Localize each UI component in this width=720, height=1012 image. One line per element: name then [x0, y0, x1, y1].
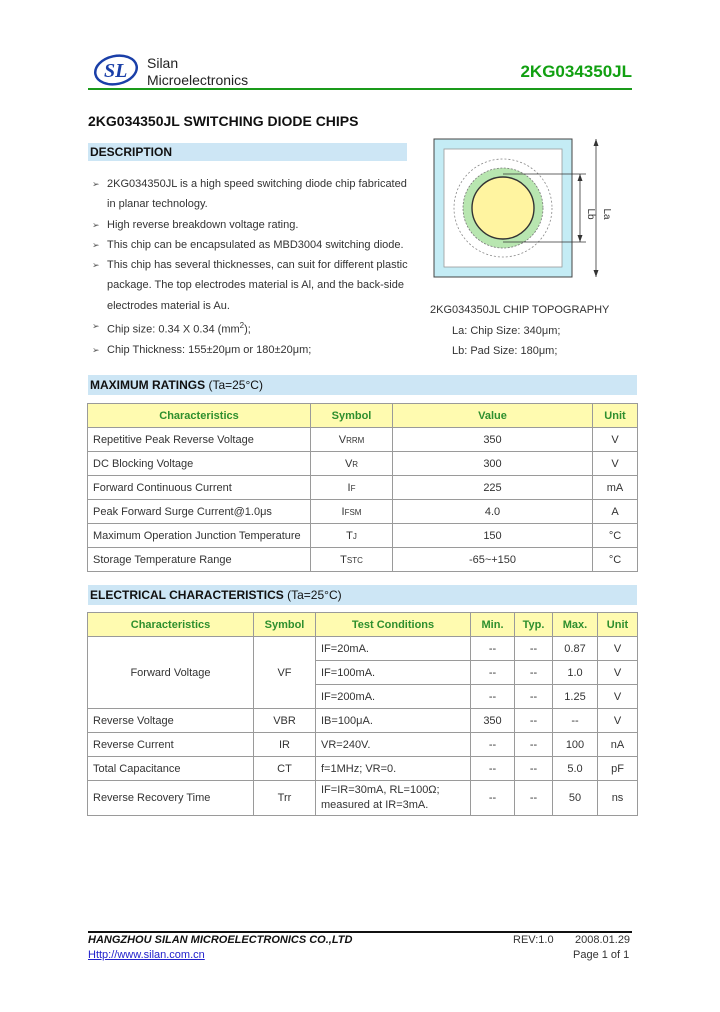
rating-unit: V [593, 452, 638, 476]
typ-value: -- [515, 661, 553, 685]
min-value: -- [471, 757, 515, 781]
la-arrow-up-icon [594, 139, 599, 146]
col-header-value: Value [393, 404, 593, 428]
typ-value: -- [515, 757, 553, 781]
chip-size-tail: ); [244, 323, 251, 336]
lb-arrow-down-icon [578, 235, 583, 242]
chip-size-exponent: 2 [239, 321, 245, 331]
symbol-subscript: J [352, 531, 357, 541]
table-header-row [88, 613, 638, 637]
max-value: 1.0 [553, 661, 598, 685]
description-heading-text: DESCRIPTION [90, 145, 173, 159]
min-value: -- [471, 781, 515, 816]
rating-symbol [311, 500, 393, 524]
rating-name: DC Blocking Voltage [88, 452, 311, 476]
col-header-test-conditions: Test Conditions [316, 613, 471, 637]
lb-label: Lb [585, 208, 596, 220]
description-heading [88, 143, 407, 161]
max-value: 100 [553, 733, 598, 757]
symbol-letter: V [338, 433, 347, 446]
table-row [88, 500, 638, 524]
description-item: ➢ High reverse breakdown voltage rating. [92, 215, 412, 235]
table-row [88, 781, 638, 816]
col-header-unit: Unit [593, 404, 638, 428]
test-condition-line1: IF=IR=30mA, RL=100Ω; [321, 784, 440, 796]
lb-arrow-up-icon [578, 174, 583, 181]
company-name-line2: Microelectronics [147, 72, 249, 88]
col-header-min: Min. [471, 613, 515, 637]
topography-caption: 2KG034350JL CHIP TOPOGRAPHY [430, 304, 610, 316]
silan-logo-icon [92, 50, 144, 90]
test-condition: VR=240V. [316, 733, 471, 757]
chip-topography-diagram [430, 136, 620, 286]
unit-value: V [598, 709, 638, 733]
min-value: 350 [471, 709, 515, 733]
typ-value: -- [515, 637, 553, 661]
col-header-characteristics: Characteristics [88, 613, 254, 637]
param-name: Reverse Current [88, 733, 254, 757]
symbol-subscript: FSM [344, 507, 362, 517]
footer-divider [88, 931, 632, 933]
rating-value: 225 [393, 476, 593, 500]
unit-value: V [598, 637, 638, 661]
electrical-condition: (Ta=25°C) [287, 588, 342, 602]
param-symbol: IR [254, 733, 316, 757]
param-name: Forward Voltage [88, 637, 254, 709]
la-label: La [601, 208, 612, 220]
rating-unit: °C [593, 548, 638, 572]
table-row [88, 452, 638, 476]
min-value: -- [471, 733, 515, 757]
param-name: Reverse Voltage [88, 709, 254, 733]
table-row [88, 709, 638, 733]
param-symbol: VBR [254, 709, 316, 733]
symbol-subscript: STC [346, 555, 363, 565]
rating-value: 4.0 [393, 500, 593, 524]
table-row [88, 733, 638, 757]
min-value: -- [471, 637, 515, 661]
max-ratings-heading-text: MAXIMUM RATINGS [90, 378, 206, 392]
typ-value: -- [515, 685, 553, 709]
table-row [88, 524, 638, 548]
table-row [88, 476, 638, 500]
max-ratings-table [87, 403, 638, 572]
document-title: 2KG034350JL SWITCHING DIODE CHIPS [88, 113, 359, 129]
test-condition: IF=100mA. [316, 661, 471, 685]
test-condition: f=1MHz; VR=0. [316, 757, 471, 781]
table-row [88, 548, 638, 572]
rating-unit: mA [593, 476, 638, 500]
rating-value: 300 [393, 452, 593, 476]
max-value: 50 [553, 781, 598, 816]
symbol-letter: I [347, 481, 351, 494]
max-value: 1.25 [553, 685, 598, 709]
symbol-subscript: RRM [346, 435, 365, 445]
symbol-letter: T [340, 553, 347, 566]
company-name-line1: Silan [147, 55, 179, 71]
rating-unit: V [593, 428, 638, 452]
unit-value: V [598, 685, 638, 709]
test-condition: IF=20mA. [316, 637, 471, 661]
rating-name: Peak Forward Surge Current@1.0μs [88, 500, 311, 524]
param-name: Reverse Recovery Time [88, 781, 254, 816]
unit-value: V [598, 661, 638, 685]
bond-pad [472, 177, 534, 239]
rating-name: Storage Temperature Range [88, 548, 311, 572]
param-name: Total Capacitance [88, 757, 254, 781]
rating-value: 150 [393, 524, 593, 548]
footer-company: HANGZHOU SILAN MICROELECTRONICS CO.,LTD [88, 934, 353, 946]
rating-value: -65~+150 [393, 548, 593, 572]
col-header-typ: Typ. [515, 613, 553, 637]
max-ratings-condition: (Ta=25°C) [208, 378, 263, 392]
table-row [88, 428, 638, 452]
col-header-unit: Unit [598, 613, 638, 637]
electrical-table [87, 612, 638, 816]
symbol-letter: T [346, 529, 353, 542]
param-symbol: CT [254, 757, 316, 781]
rating-name: Forward Continuous Current [88, 476, 311, 500]
logo-text: SL [104, 60, 128, 82]
rating-symbol [311, 476, 393, 500]
col-header-characteristics: Characteristics [88, 404, 311, 428]
typ-value: -- [515, 733, 553, 757]
max-value: -- [553, 709, 598, 733]
electrical-heading [88, 585, 637, 605]
col-header-max: Max. [553, 613, 598, 637]
unit-value: pF [598, 757, 638, 781]
description-item: ➢ 2KG034350JL is a high speed switching diode chip fabricated in planar technology. [92, 174, 412, 215]
footer-website-link[interactable]: Http://www.silan.com.cn [88, 949, 205, 961]
symbol-letter: I [341, 505, 345, 518]
footer-date: 2008.01.29 [575, 934, 631, 946]
typ-value: -- [515, 709, 553, 733]
max-value: 5.0 [553, 757, 598, 781]
rating-unit: A [593, 500, 638, 524]
rating-value: 350 [393, 428, 593, 452]
typ-value: -- [515, 781, 553, 816]
max-ratings-heading [88, 375, 637, 395]
header-divider [88, 88, 632, 90]
test-condition: IF=200mA. [316, 685, 471, 709]
unit-value: ns [598, 781, 638, 816]
electrical-heading-text: ELECTRICAL CHARACTERISTICS [90, 588, 284, 602]
footer-page-number: Page 1 of 1 [573, 949, 630, 961]
table-header-row [88, 404, 638, 428]
header-part-number: 2KG034350JL [520, 62, 632, 81]
test-condition-line2: measured at IR=3mA. [321, 799, 429, 811]
rating-symbol [311, 452, 393, 476]
test-condition [316, 781, 471, 816]
min-value: -- [471, 661, 515, 685]
description-item-chip-size [92, 316, 412, 340]
col-header-symbol: Symbol [254, 613, 316, 637]
symbol-subscript: R [352, 459, 359, 469]
symbol-letter: V [344, 457, 353, 470]
table-row [88, 637, 638, 661]
chip-size-text: Chip size: 0.34 X 0.34 (mm [107, 323, 240, 336]
description-list [92, 174, 412, 360]
table-row [88, 757, 638, 781]
description-item: ➢ Chip Thickness: 155±20μm or 180±20μm; [92, 340, 412, 360]
unit-value: nA [598, 733, 638, 757]
la-arrow-down-icon [594, 270, 599, 277]
param-symbol: VF [254, 637, 316, 709]
topography-la-note: La: Chip Size: 340μm; [452, 325, 561, 337]
topography-lb-note: Lb: Pad Size: 180μm; [452, 345, 558, 357]
rating-symbol [311, 548, 393, 572]
col-header-symbol: Symbol [311, 404, 393, 428]
description-item: ➢ This chip can be encapsulated as MBD3004 switching diode. [92, 235, 412, 255]
max-value: 0.87 [553, 637, 598, 661]
rating-unit: °C [593, 524, 638, 548]
rating-symbol [311, 428, 393, 452]
rating-symbol [311, 524, 393, 548]
min-value: -- [471, 685, 515, 709]
footer-revision: REV:1.0 [513, 934, 554, 946]
rating-name: Repetitive Peak Reverse Voltage [88, 428, 311, 452]
description-item: ➢ This chip has several thicknesses, can suit for different plastic package. The top electrodes material is Al, and the back-side electrodes material is Au. [92, 255, 412, 316]
param-symbol: Trr [254, 781, 316, 816]
rating-name: Maximum Operation Junction Temperature [88, 524, 311, 548]
symbol-subscript: F [350, 483, 356, 493]
test-condition: IB=100μA. [316, 709, 471, 733]
